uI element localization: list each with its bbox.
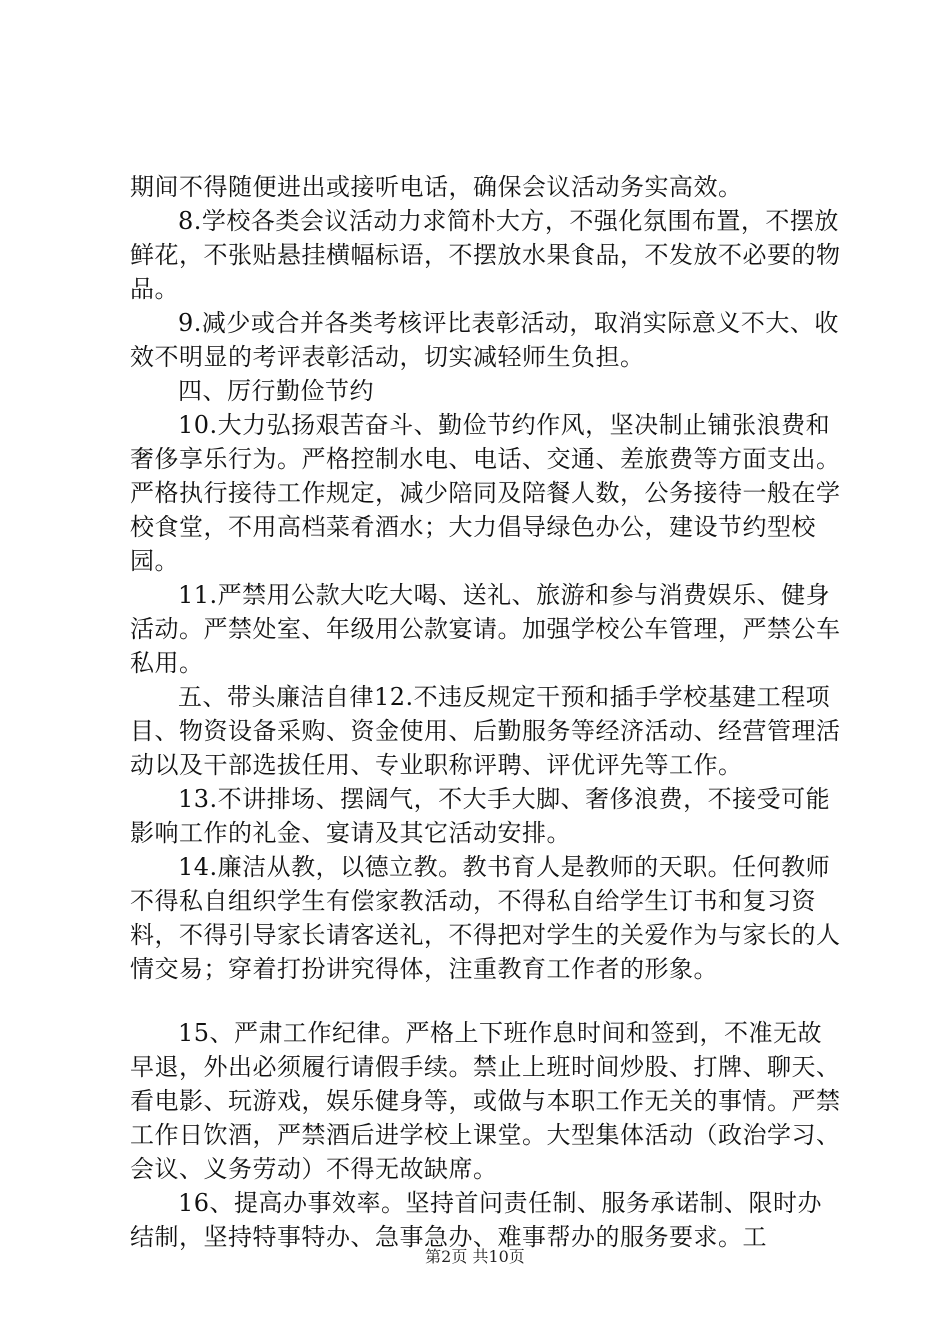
- section-heading-4: 四、厉行勤俭节约: [178, 377, 374, 405]
- page-footer: 第2页 共10页: [425, 1247, 525, 1266]
- paragraph-item-13: 13.不讲排场、摆阔气，不大手大脚、奢侈浪费，不接受可能影响工作的礼金、宴请及其它活动安排。: [130, 785, 831, 847]
- paragraph-gap: [130, 986, 845, 1016]
- paragraph-item-9: 9.减少或合并各类考核评比表彰活动，取消实际意义不大、收效不明显的考评表彰活动，切实减轻师生负担。: [130, 309, 839, 371]
- paragraph-item-16: 16、提高办事效率。坚持首问责任制、服务承诺制、限时办结制，坚持特事特办、急事急办、难事帮办的服务要求。工: [130, 1189, 823, 1251]
- paragraph-item-11: 11.严禁用公款大吃大喝、送礼、旅游和参与消费娱乐、健身活动。严禁处室、年级用公款宴请。加强学校公车管理，严禁公车私用。: [130, 581, 841, 677]
- paragraph-continuation: 期间不得随便进出或接听电话，确保会议活动务实高效。: [130, 173, 743, 201]
- body-text: [130, 170, 845, 1254]
- paragraph-item-15: 15、严肃工作纪律。严格上下班作息时间和签到，不准无故早退，外出必须履行请假手续。禁止上班时间炒股、打牌、聊天、看电影、玩游戏，娱乐健身等，或做与本职工作无关的事情。严禁工作日饮酒，严禁酒后进学校上课堂。大型集体活动（政治学习、会议、义务劳动）不得无故缺席。: [130, 1019, 841, 1183]
- paragraph-item-10: 10.大力弘扬艰苦奋斗、勤俭节约作风，坚决制止铺张浪费和奢侈享乐行为。严格控制水电、电话、交通、差旅费等方面支出。严格执行接待工作规定，减少陪同及陪餐人数，公务接待一般在学校食堂，不用高档菜肴酒水；大力倡导绿色办公，建设节约型校园。: [130, 411, 841, 575]
- section-heading-5-item-12: 五、带头廉洁自律12.不违反规定干预和插手学校基建工程项目、物资设备采购、资金使用、后勤服务等经济活动、经营管理活动以及干部选拔任用、专业职称评聘、评优评先等工作。: [130, 683, 841, 779]
- paragraph-item-14: 14.廉洁从教，以德立教。教书育人是教师的天职。任何教师不得私自组织学生有偿家教活动，不得私自给学生订书和复习资料，不得引导家长请客送礼，不得把对学生的关爱作为与家长的人情交易；穿着打扮讲究得体，注重教育工作者的形象。: [130, 853, 841, 983]
- paragraph-item-8: 8.学校各类会议活动力求简朴大方，不强化氛围布置，不摆放鲜花，不张贴悬挂横幅标语，不摆放水果食品，不发放不必要的物品。: [130, 207, 841, 303]
